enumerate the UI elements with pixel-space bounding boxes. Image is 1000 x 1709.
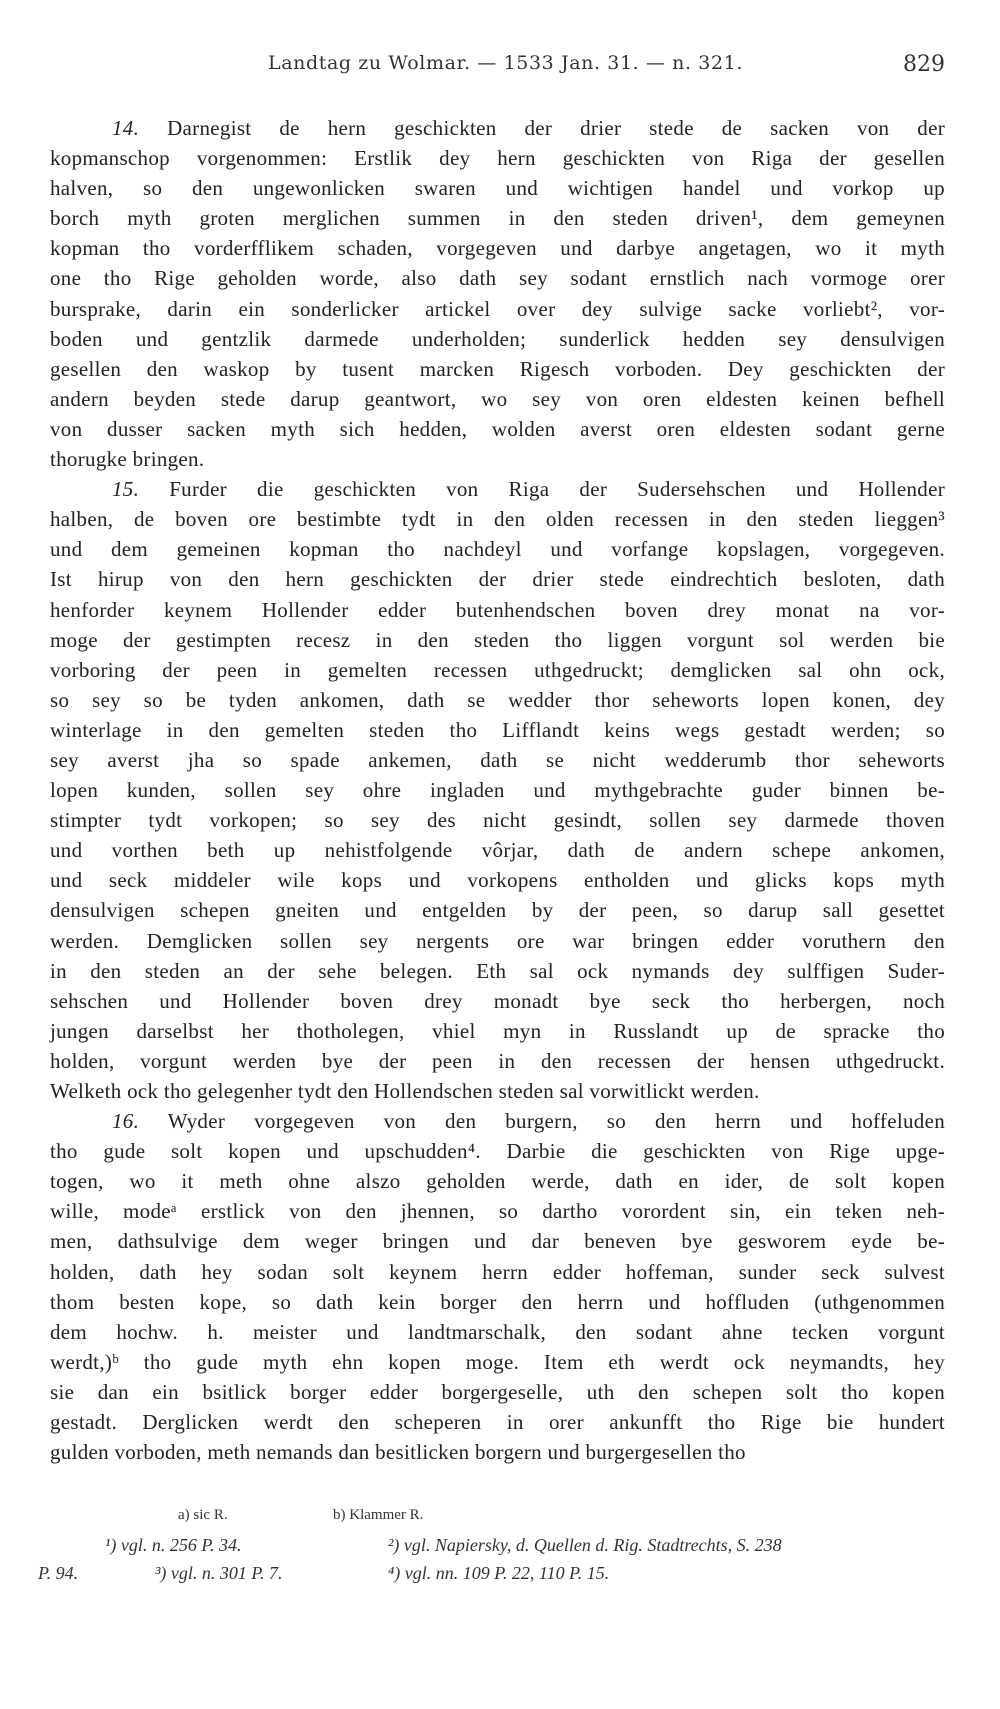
line-text: und seck middeler wile kops und vorkopens entholden und glicks kops myth [50,868,945,893]
text-line [50,143,945,173]
line-text: andern beyden stede darup geantwort, wo sey von oren eldesten keinen befhell [50,386,945,411]
line-text: moge der gestimpten recesz in den steden tho liggen vorgunt sol werden bie [50,627,945,652]
footnote-2 [388,1535,782,1556]
line-text: werdt,)ᵇ tho gude myth ehn kopen moge. Item eth werdt ock neymandts, hey [50,1349,945,1374]
text-line [50,294,945,324]
text-line [50,1106,945,1136]
text-line [50,504,945,534]
line-text: men, dathsulvige dem weger bringen und dar beneven bye gesworem eyde be- [50,1229,945,1254]
footnote-marker-2: ²) [388,1535,400,1555]
line-text: kopmanschop vorgenommen: Erstlik dey hern geschickten von Riga der gesellen [50,146,945,171]
footnote-line-2 [38,1563,945,1591]
line-text: sehschen und Hollender boven drey monadt bye seck tho herbergen, noch [50,988,945,1013]
running-head-title: Landtag zu Wolmar. — 1533 Jan. 31. — n. 321. [268,52,743,74]
footnote-4 [388,1563,609,1584]
body-text [50,113,945,1467]
footnote-marker-4: ⁴) [388,1563,401,1583]
footnote-1-text: vgl. n. 256 P. 34. [120,1535,242,1555]
line-text: und vorthen beth up nehistfolgende vôrjar, dath de andern schepe ankomen, [50,838,945,863]
text-line [50,113,945,143]
line-text: lopen kunden, sollen sey ohre ingladen und mythgebrachte guder binnen be- [50,778,945,803]
text-line [50,233,945,263]
text-line [50,1136,945,1166]
text-line [50,444,945,474]
text-line [50,625,945,655]
text-line [50,384,945,414]
text-line [50,1166,945,1196]
footnote-3 [155,1563,283,1584]
footnote-4-text: vgl. nn. 109 P. 22, 110 P. 15. [404,1563,610,1583]
line-text: one tho Rige geholden worde, also dath sey sodant ernstlich nach vormoge orer [50,266,945,291]
line-text: henforder keynem Hollender edder butenhendschen boven drey monat na vor- [50,597,945,622]
line-text: tho gude solt kopen und upschudden⁴. Darbie die geschickten von Rige upge- [50,1139,945,1164]
line-text: thorugke bringen. [50,447,205,472]
line-text: boden und gentzlik darmede underholden; sunderlick hedden sey densulvigen [50,326,945,351]
line-text: sey averst jha so spade ankemen, dath se nicht wedderumb thor seheworts [50,747,945,772]
line-text: Wyder vorgegeven von den burgern, so den herrn und hoffeluden [167,1109,945,1134]
text-line [50,805,945,835]
paragraph-number: 16. [112,1109,140,1134]
text-line [50,865,945,895]
text-line [50,1347,945,1377]
text-line [50,564,945,594]
text-note-a: a) sic R. [178,1507,228,1523]
text-note-b: b) Klammer R. [333,1507,424,1523]
line-text: werden. Demglicken sollen sey nergents ore war bringen edder voruthern den [50,928,945,953]
text-line [50,324,945,354]
footnote-line-1 [50,1535,945,1563]
line-text: dem hochw. h. meister und landtmarschalk, den sodant ahne tecken vorgunt [50,1319,945,1344]
line-text: wille, modeᵃ erstlick von den jhennen, so dartho vorordent sin, ein teken neh- [50,1199,945,1224]
line-text: jungen darselbst her thotholegen, vhiel myn in Russlandt up de spracke tho [50,1018,945,1043]
text-line [50,1377,945,1407]
text-line [50,595,945,625]
text-line [50,926,945,956]
footnote-3-text: vgl. n. 301 P. 7. [170,1563,283,1583]
text-line [50,715,945,745]
text-line [50,956,945,986]
text-line [50,745,945,775]
text-line [50,263,945,293]
line-text: densulvigen schepen gneiten und entgelden by der peen, so darup sall gesettet [50,898,945,923]
line-text: Ist hirup von den hern geschickten der drier stede eindrechtich besloten, dath [50,567,945,592]
line-text: stimpter tydt vorkopen; so sey des nicht gesindt, sollen sey darmede thoven [50,808,945,833]
line-text: Welketh ock tho gelegenher tydt den Hollendschen steden sal vorwitlickt werden. [50,1079,760,1103]
text-line [50,414,945,444]
line-text: so sey so be tyden ankomen, dath se wedder thor seheworts lopen konen, dey [50,687,945,712]
line-text: gulden vorboden, meth nemands dan besitlicken borgern und burgergesellen tho [50,1440,746,1465]
line-text: togen, wo it meth ohne alszo geholden werde, dath en ider, de solt kopen [50,1169,945,1194]
line-text: Darnegist de hern geschickten der drier stede de sacken von der [167,116,945,140]
line-text: von dusser sacken myth sich hedden, wolden averst oren eldesten sodant gerne [50,416,945,441]
text-line [50,1407,945,1437]
text-line [50,1046,945,1076]
text-line [50,895,945,925]
text-critical-notes [50,1507,945,1535]
text-line [50,1257,945,1287]
text-line [50,203,945,233]
line-text: gestadt. Derglicken werdt den scheperen in orer ankunfft tho Rige bie hundert [50,1410,945,1435]
line-text: halven, so den ungewonlicken swaren und wichtigen handel und vorkop up [50,176,945,201]
text-line [50,534,945,564]
line-text: und dem gemeinen kopman tho nachdeyl und vorfange kopslagen, vorgegeven. [50,537,945,562]
line-text: gesellen den waskop by tusent marcken Rigesch vorboden. Dey geschickten der [50,356,945,381]
footnote-marker-1: ¹) [105,1535,117,1555]
page-number: 829 [903,52,945,77]
line-text: thom besten kope, so dath kein borger den herrn und hoffluden (uthgenommen [50,1289,945,1314]
text-line [50,685,945,715]
text-line [50,835,945,865]
line-text: borch myth groten merglichen summen in den steden driven¹, dem gemeynen [50,206,945,231]
text-line [50,474,945,504]
text-line [50,173,945,203]
text-line [50,986,945,1016]
text-line [50,775,945,805]
footnote-1 [105,1535,242,1556]
line-text: holden, vorgunt werden bye der peen in den recessen der hensen uthgedruckt. [50,1048,945,1073]
paragraph-number: 15. [112,477,140,502]
footnote-2-text: vgl. Napiersky, d. Quellen d. Rig. Stadtrechts, S. 238 [403,1535,782,1555]
text-line [50,1437,945,1467]
line-text: bursprake, darin ein sonderlicker artickel over dey sulvige sacke vorliebt², vor- [50,296,945,321]
running-head [0,52,1000,82]
text-line [50,655,945,685]
line-text: halben, de boven ore bestimbte tydt in den olden recessen in den steden lieggen³ [50,507,945,532]
line-text: kopman tho vorderfflikem schaden, vorgegeven und darbye angetagen, wo it myth [50,236,945,261]
text-line [50,1196,945,1226]
text-line [50,1076,945,1106]
paragraph-number: 14. [112,116,140,140]
line-text: Furder die geschickten von Riga der Sudersehschen und Hollender [169,477,945,502]
line-text: in den steden an der sehe belegen. Eth sal ock nymands dey sulffigen Suder- [50,958,945,983]
line-text: winterlage in den gemelten steden tho Lifflandt keins wegs gestadt werden; so [50,717,945,742]
text-line [50,1287,945,1317]
notes-section [38,1507,945,1591]
line-text: holden, dath hey sodan solt keynem herrn edder hoffeman, sunder seck sulvest [50,1259,945,1284]
line-text: sie dan ein bsitlick borger edder borgergeselle, uth den schepen solt tho kopen [50,1379,945,1404]
line-text: vorboring der peen in gemelten recessen uthgedruckt; demglicken sal ohn ock, [50,657,945,682]
text-line [50,1226,945,1256]
footnote-2-continuation: P. 94. [38,1563,79,1583]
text-line [50,1016,945,1046]
text-line [50,354,945,384]
footnote-marker-3: ³) [155,1563,167,1583]
text-line [50,1317,945,1347]
